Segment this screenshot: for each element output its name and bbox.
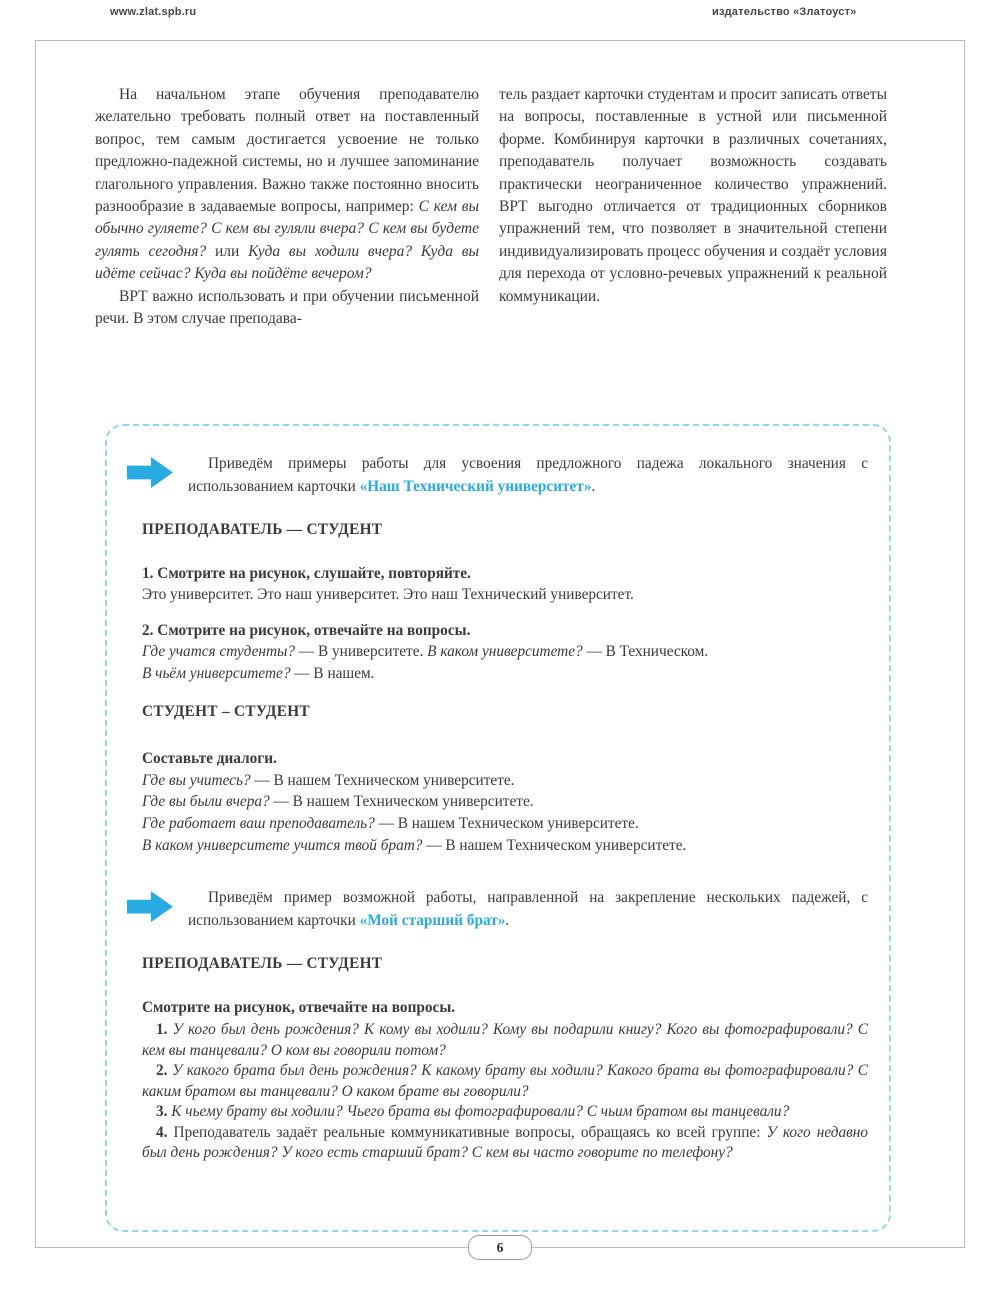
paragraph: ВРТ важно использовать и при обучении письменной речи. В этом случае преподава- <box>95 287 479 328</box>
task3-title: Смотрите на рисунок, отвечайте на вопросы. <box>142 998 456 1016</box>
question-item: 4. Преподаватель задаёт реальные коммуникативные вопросы, обращаясь ко всей группе: У кого недавно был день рождения? У кого есть старший брат? С кем вы часто говорите по телефону? <box>142 1123 868 1162</box>
paragraph: На начальном этапе обучения преподавателю желательно требовать полный ответ на поставленный вопрос, тем самым достигается усвоение не только предложно-падежной системы, но и лучшее запоминание глагольного управления. Важно также постоянно вносить разнообразие в задаваемые вопросы, например: С кем вы обычно гуляете? С кем вы гуляли вчера? С кем вы будете гулять сегодня? или Куда вы ходили вчера? Куда вы идёте сейчас? Куда вы пойдёте вечером? <box>95 86 479 283</box>
task1-title: 1. Смотрите на рисунок, слушайте, повторяйте. <box>142 564 471 582</box>
dialogues-title: Составьте диалоги. <box>142 750 277 768</box>
task2-title: 2. Смотрите на рисунок, отвечайте на вопросы. <box>142 621 471 639</box>
question-item: 1. У кого был день рождения? К кому вы ходили? Кому вы подарили книгу? Кого вы фотографировали? С кем вы танцевали? О ком вы говорили потом? <box>142 1021 869 1059</box>
arrow-right-icon <box>127 891 173 922</box>
dialogue-line: В каком университете учится твой брат? — В нашем Техническом университете. <box>142 836 687 854</box>
questions-block <box>142 1020 868 1164</box>
intro-block-2 <box>127 886 868 932</box>
column-right <box>499 84 887 330</box>
arrow-right-icon <box>127 457 173 488</box>
question-item: 3. К чьему брату вы ходили? Чьего брата вы фотографировали? С чьим братом вы танцевали? <box>156 1103 790 1121</box>
column-left <box>95 84 479 330</box>
intro-text-2: Приведём пример возможной работы, направленной на закрепление нескольких падежей, с использованием карточки «Мой старший брат». <box>188 889 868 930</box>
page-number-badge: 6 <box>468 1235 532 1260</box>
exercise-box <box>105 424 891 1232</box>
task2-line: В чьём университете? — В нашем. <box>142 664 375 682</box>
heading-teacher-student-2: ПРЕПОДАВАТЕЛЬ — СТУДЕНТ <box>142 955 383 973</box>
heading-teacher-student-1: ПРЕПОДАВАТЕЛЬ — СТУДЕНТ <box>142 521 383 538</box>
paragraph: тель раздает карточки студентам и просит записать ответы на вопросы, поставленные в устной или письменной форме. Комбинируя карточки в различных сочетаниях, преподаватель получает возможность создавать практически неограниченное количество упражнений. ВРТ выгодно отличается от традиционных сборников упражнений тем, что позволяет в значительной степени индивидуализировать процесс обучения и создаёт условия для перехода от условно-речевых упражнений к реальной коммуникации. <box>499 86 887 305</box>
dialogue-line: Где вы учитесь? — В нашем Техническом университете. <box>142 771 515 789</box>
intro-text-1: Приведём примеры работы для усвоения предложного падежа локального значения с использованием карточки «Наш Технический университет». <box>188 455 868 495</box>
dialogue-line: Где вы были вчера? — В нашем Техническом университете. <box>142 793 534 811</box>
header-url: www.zlat.spb.ru <box>110 6 197 18</box>
task2-line: Где учатся студенты? — В университете. В каком университете? — В Техническом. <box>142 643 709 661</box>
task1-line: Это университет. Это наш университет. Это наш Технический университет. <box>142 586 634 604</box>
header-publisher: издательство «Златоуст» <box>712 6 857 18</box>
question-item: 2. У какого брата был день рождения? К какому брату вы ходили? Какого брата вы фотографировали? С каким братом вы танцевали? О каком брате вы говорили? <box>142 1062 869 1100</box>
body-columns <box>95 84 887 330</box>
heading-student-student: СТУДЕНТ – СТУДЕНТ <box>142 702 310 720</box>
intro-block-1 <box>127 452 868 498</box>
dialogue-line: Где работает ваш преподаватель? — В нашем Техническом университете. <box>142 814 639 832</box>
